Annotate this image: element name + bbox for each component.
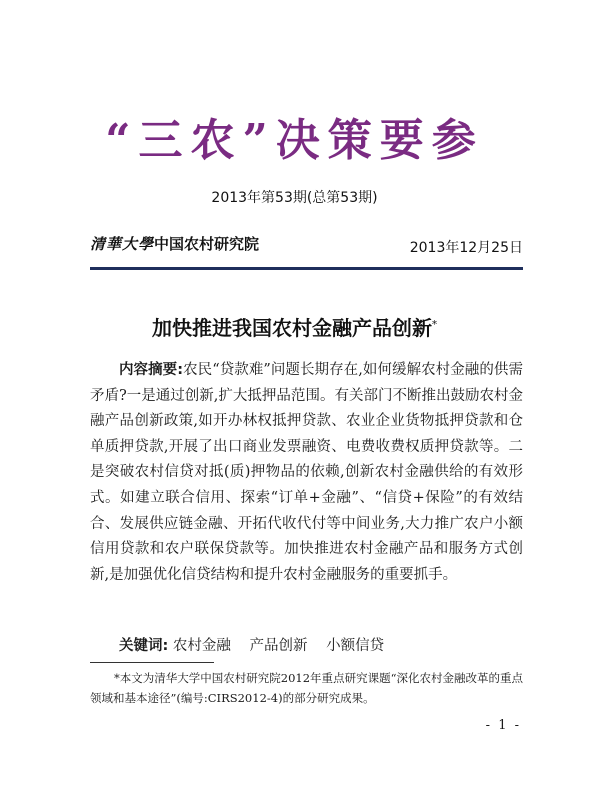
- issue-number: 2013年第53期(总第53期): [211, 190, 378, 206]
- footnote: *本文为清华大学中国农村研究院2012年重点研究课题“深化农村金融改革的重点领域和基本途径”(编号:CIRS2012-4)的部分研究成果。: [90, 671, 523, 705]
- masthead-title: “三农”决策要参: [105, 115, 484, 166]
- abstract-text: 农民“贷款难”问题长期存在,如何缓解农村金融的供需矛盾?一是通过创新,扩大抵押品范围。有关部门不断推出鼓励农村金融产品创新政策,如开办林权抵押贷款、农业企业货物抵押贷款和仓单质押贷款,开展了出口商业发票融资、电费收费权质押贷款等。二是突破农村信贷对抵(质)押物品的依赖,创新农村金融供给的有效形式。如建立联合信用、探索“订单+金融”、“信贷+保险”的有效结合、发展供应链金融、开拓代收代付等中间业务,大力推广农户小额信用贷款和农户联保贷款等。加快推进农村金融产品和服务方式创新,是加强优化信贷结构和提升农村金融服务的重要抓手。: [90, 362, 523, 583]
- abstract-label: 内容摘要:: [119, 362, 184, 378]
- header-divider: [90, 267, 523, 270]
- article-title-text: 加快推进我国农村金融产品创新: [152, 316, 432, 340]
- footnote-marker: *: [432, 319, 437, 331]
- abstract-paragraph: [90, 358, 523, 588]
- organization: [90, 233, 259, 254]
- keyword: 产品创新: [249, 638, 308, 654]
- publication-date: 2013年12月25日: [409, 240, 523, 256]
- keyword: 小额信贷: [326, 638, 385, 654]
- footnote-divider: [90, 662, 214, 663]
- article-title: [0, 312, 589, 341]
- keywords-label: 关键词:: [119, 638, 169, 654]
- university-logo-text: 清華大學: [90, 235, 155, 253]
- keyword: 农村金融: [172, 638, 231, 654]
- page-number: - 1 -: [485, 718, 521, 733]
- keywords-line: [119, 634, 523, 655]
- organization-name: 中国农村研究院: [154, 235, 260, 253]
